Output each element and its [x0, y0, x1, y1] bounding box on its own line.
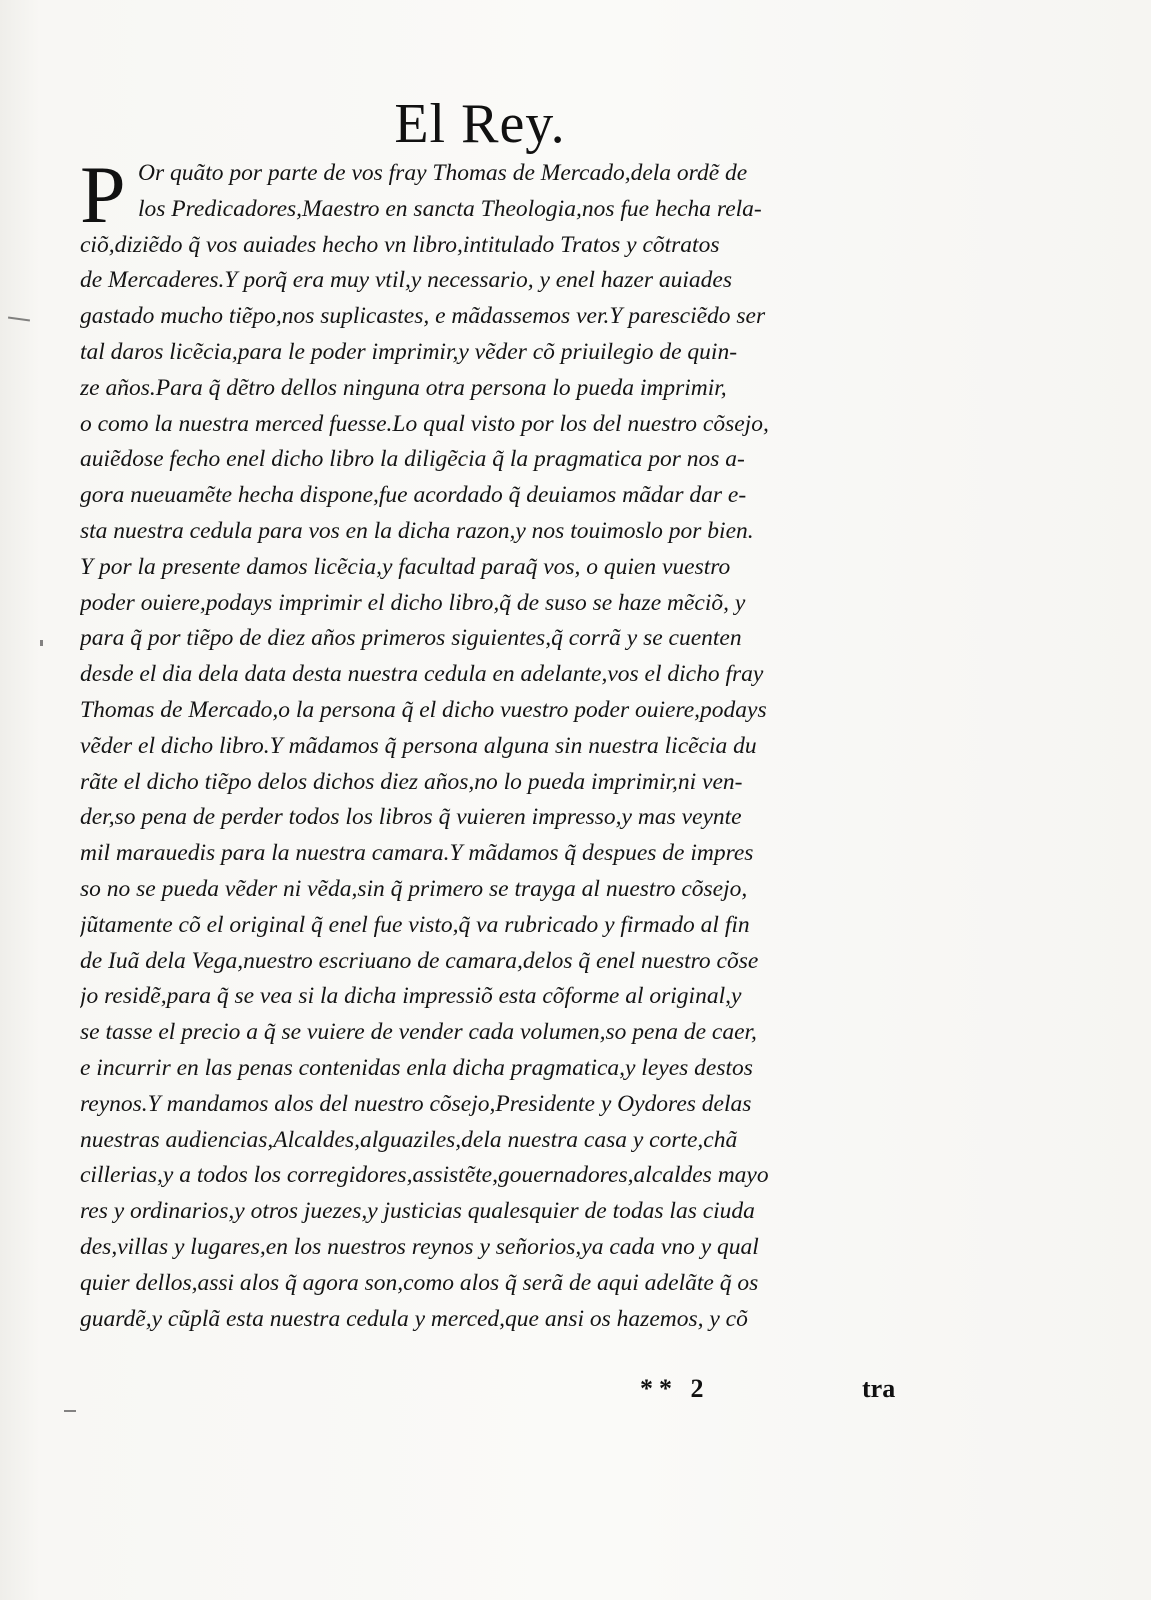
text-line: jũtamente cõ el original q̃ enel fue visto,q̃ va rubricado y firmado al fin — [80, 911, 750, 938]
text-line: res y ordinarios,y otros juezes,y justicias qualesquier de todas las ciuda — [80, 1198, 755, 1225]
catchword: tra — [862, 1374, 896, 1403]
text-line: ciõ,diziẽdo q̃ vos auiades hecho vn libro,intitulado Tratos y cõtratos — [80, 231, 720, 258]
text-line: so no se pueda vẽder ni vẽda,sin q̃ primero se trayga al nuestro cõsejo, — [80, 875, 748, 902]
text-line: guardẽ,y cũplã esta nuestra cedula y merced,que ansi os hazemos, y cõ — [80, 1305, 748, 1332]
text-line: gastado mucho tiẽpo,nos suplicastes, e mãdassemos ver.Y paresciẽdo ser — [80, 303, 766, 330]
text-line: auiẽdose fecho enel dicho libro la diligẽcia q̃ la pragmatica por nos a- — [80, 446, 745, 473]
text-line: para q̃ por tiẽpo de diez años primeros siguientes,q̃ corrã y se cuenten — [80, 625, 742, 652]
drop-cap-initial: P — [80, 149, 126, 240]
text-line: ze años.Para q̃ dẽtro dellos ninguna otra persona lo pueda imprimir, — [80, 374, 727, 401]
text-line: de Mercaderes.Y porq̃ era muy vtil,y necessario, y enel hazer auiades — [80, 267, 732, 294]
text-line: rãte el dicho tiẽpo delos dichos diez años,no lo pueda imprimir,ni ven- — [80, 768, 743, 795]
text-line: Y por la presente damos licẽcia,y facultad paraq̃ vos, o quien vuestro — [80, 553, 731, 580]
margin-speck — [8, 316, 30, 321]
text-line: de Iuã dela Vega,nuestro escriuano de camara,delos q̃ enel nuestro cõse — [80, 947, 759, 974]
page-footer — [620, 1374, 910, 1414]
text-line: gora nueuamẽte hecha dispone,fue acordado q̃ deuiamos mãdar dar e- — [80, 482, 747, 509]
text-line: los Predicadores,Maestro en sancta Theologia,nos fue hecha rela- — [138, 195, 762, 222]
page-title: El Rey. — [394, 93, 566, 155]
privilege-text-block — [80, 149, 910, 1337]
text-line: Or quãto por parte de vos fray Thomas de Mercado,dela ordẽ de — [138, 160, 748, 186]
text-line: sta nuestra cedula para vos en la dicha razon,y nos touimoslo por bien. — [80, 517, 754, 544]
text-line: tal daros licẽcia,para le poder imprimir,y vẽder cõ priuilegio de quin- — [80, 338, 738, 365]
text-line: desde el dia dela data desta nuestra cedula en adelante,vos el dicho fray — [80, 661, 764, 688]
text-line: der,so pena de perder todos los libros q̃ vuieren impresso,y mas veynte — [80, 804, 742, 831]
text-line: poder ouiere,podays imprimir el dicho libro,q̃ de suso se haze mẽciõ, y — [80, 589, 746, 616]
text-line: des,villas y lugares,en los nuestros reynos y señorios,ya cada vno y qual — [80, 1233, 759, 1260]
text-line: se tasse el precio a q̃ se vuiere de vender cada volumen,so pena de caer, — [80, 1019, 757, 1046]
text-line: quier dellos,assi alos q̃ agora son,como alos q̃ serã de aqui adelãte q̃ os — [80, 1269, 759, 1296]
margin-speck — [40, 640, 43, 646]
text-line: jo residẽ,para q̃ se vea si la dicha impressiõ esta cõforme al original,y — [80, 983, 742, 1010]
text-line: Thomas de Mercado,o la persona q̃ el dicho vuestro poder ouiere,podays — [80, 696, 767, 723]
text-line: o como la nuestra merced fuesse.Lo qual visto por los del nuestro cõsejo, — [80, 410, 769, 437]
margin-speck — [64, 1410, 76, 1412]
text-line: nuestras audiencias,Alcaldes,alguaziles,dela nuestra casa y corte,chã — [80, 1126, 738, 1153]
text-line: reynos.Y mandamos alos del nuestro cõsejo,Presidente y Oydores delas — [80, 1090, 752, 1117]
signature-mark: ** 2 — [640, 1374, 710, 1403]
text-line: e incurrir en las penas contenidas enla dicha pragmatica,y leyes destos — [80, 1054, 753, 1081]
text-line: mil marauedis para la nuestra camara.Y mãdamos q̃ despues de impres — [80, 840, 754, 867]
text-line: cillerias,y a todos los corregidores,assistẽte,gouernadores,alcaldes mayo — [80, 1162, 769, 1189]
text-line: vẽder el dicho libro.Y mãdamos q̃ persona alguna sin nuestra licẽcia du — [80, 732, 757, 759]
